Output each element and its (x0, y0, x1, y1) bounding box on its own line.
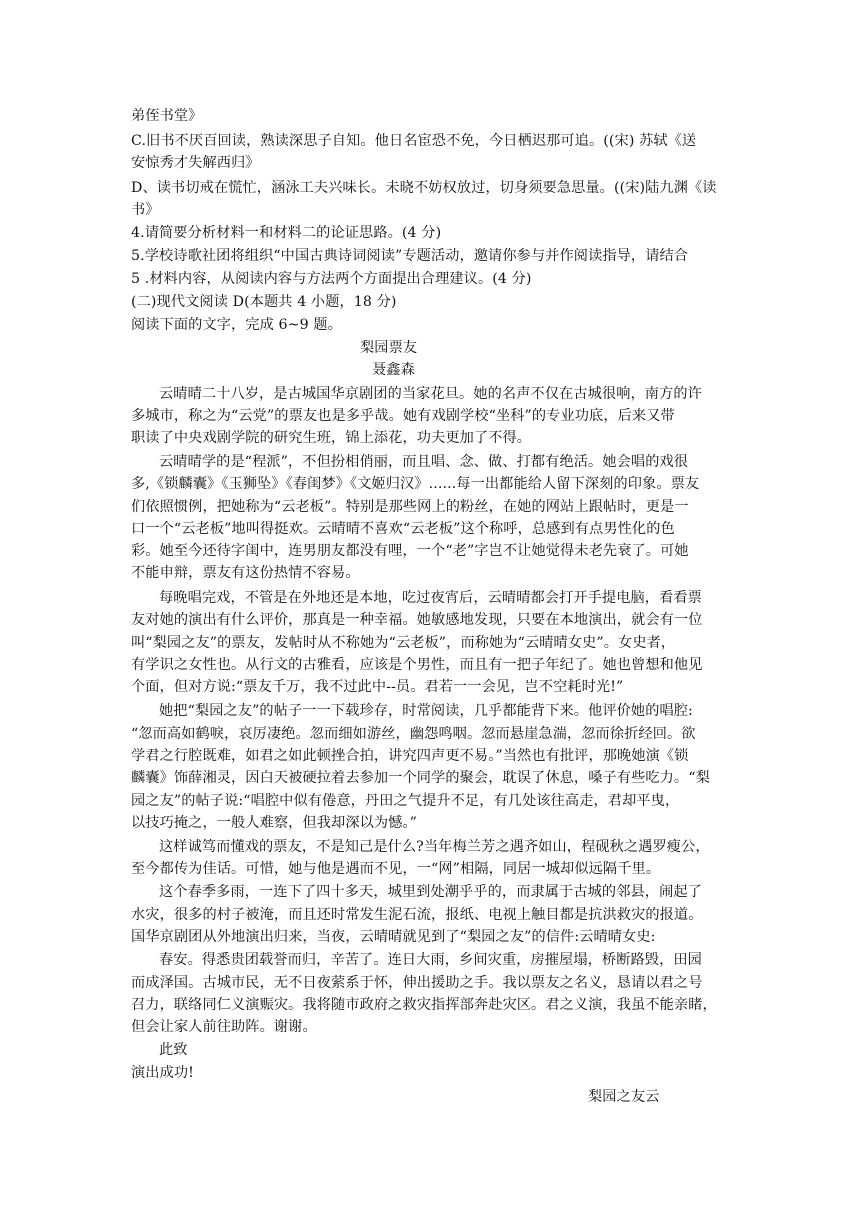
question-5: 5.学校诗歌社团将组织“中国古典诗词阅读”专题活动，邀请你参与并作阅读指导，请结合 (131, 248, 689, 264)
text-line: D、读书切戒在慌忙，涵泳工夫兴味长。未晓不妨权放过，切身须要急思量。((宋)陆九渊《读 (131, 180, 717, 196)
paragraph-line: 职读了中央戏剧学院的研究生班，锦上添花，功夫更加了不得。 (131, 430, 532, 446)
paragraph-line: 至今都传为佳话。可惜，她与他是遇而不见，一“网”相隔，同居一城却似远隔千里。 (131, 861, 661, 877)
paragraph-line: “忽而高如鹤唳，哀厉凄绝。忽而细如游丝，幽怨鸣咽。忽而悬崖急湍，忽而徐折经回。欲 (131, 726, 696, 742)
paragraph-line: 国华京剧团从外地演出归来，当夜，云晴晴就见到了“梨园之友”的信件:云晴晴女史: (131, 929, 656, 945)
instruction: 阅读下面的文字，完成 6~9 题。 (131, 317, 342, 333)
text-line: 弟侄书堂》 (131, 108, 203, 124)
letter-signature: 梨园之友云 (588, 1089, 660, 1105)
letter-closing: 演出成功! (131, 1065, 194, 1081)
paragraph-line: 每晚唱完戏，不管是在外地还是本地，吃过夜宵后，云晴晴都会打开手提电脑，看看票 (159, 590, 702, 606)
paragraph-line: 多城市，称之为“云党”的票友也是多乎哉。她有戏剧学校“坐科”的专业功底，后来又带 (131, 408, 675, 424)
paragraph-line: 叫“梨园之友”的票友，发帖时从不称她为“云老板”，而称她为“云晴晴女史”。女史者， (131, 635, 676, 651)
letter-line: 召力，联络同仁义演赈灾。我将随市政府之救灾指挥部奔赴灾区。君之义演，我虽不能亲睹， (131, 997, 717, 1013)
question-4: 4.请简要分析材料一和材料二的论证思路。(4 分) (131, 225, 442, 241)
paragraph-line: 麟囊》饰薛湘灵，因白天被硬拉着去参加一个同学的聚会，耽误了休息，嗓子有些吃力。“梨 (131, 770, 710, 786)
paragraph-line: 有学识之女性也。从行文的古雅看，应该是个男性，而且有一把子年纪了。她也曾想和他见 (131, 657, 703, 673)
paragraph-line: 不能申辩，票友有这份热情不容易。 (131, 565, 360, 581)
text-line: 5 .材料内容，从阅读内容与方法两个方面提出合理建议。(4 分) (131, 271, 532, 287)
paragraph-line: 友对她的演出有什么评价，那真是一种幸福。她敏感地发现，只要在本地演出，就会有一位 (131, 612, 703, 628)
paragraph-line: 个面，但对方说:“票友千万，我不过此中--员。君若一一会见，岂不空耗时光!” (131, 679, 624, 695)
paragraph-line: 这样诚笃而懂戏的票友，不是知己是什么?当年梅兰芳之遇齐如山，程砚秋之遇罗瘦公， (159, 839, 710, 855)
paragraph-line: 口一个“云老板”地叫得挺欢。云晴晴不喜欢“云老板”这个称呼，总感到有点男性化的色 (131, 521, 675, 537)
letter-line: 但会让家人前往助阵。谢谢。 (131, 1019, 317, 1035)
paragraph-line: 彩。她至今还待字闺中，连男朋友都没有哩，一个“老”字岂不让她觉得未老先衰了。可她 (131, 543, 689, 559)
article-author: 聂鑫森 (372, 362, 415, 378)
paragraph-line: 云晴晴学的是“程派”，不但扮相俏丽，而且唱、念、做、打都有绝活。她会唱的戏很 (159, 454, 689, 470)
paragraph-line: 她把“梨园之友”的帖子一一下载珍存，时常阅读，几乎都能背下来。他评价她的唱腔: (159, 703, 693, 719)
letter-closing: 此致 (159, 1042, 188, 1058)
letter-line: 而成泽国。古城市民，无不日夜萦系于怀，伸出援助之手。我以票友之名义，恳请以君之号 (131, 975, 703, 991)
paragraph-line: 这个春季多雨，一连下了四十多天，城里到处潮乎乎的，而隶属于古城的邻县，闹起了 (159, 884, 702, 900)
paragraph-line: 们依照惯例，把她称为“云老板”。特别是那些网上的粉丝，在她的网站上跟帖时，更是一 (131, 499, 689, 515)
text-line: C.旧书不厌百回读，熟读深思子自知。他日名宦恐不免，今日栖迟那可追。((宋) 苏轼《送 (131, 133, 697, 149)
paragraph-line: 学君之行腔既难，如君之如此顿挫合拍，讲究四声更不易。”当然也有批评，那晚她演《锁 (131, 748, 689, 764)
article-title: 梨园票友 (360, 340, 418, 356)
paragraph-line: 云晴晴二十八岁，是古城国华京剧团的当家花旦。她的名声不仅在古城很响，南方的许 (159, 386, 702, 402)
text-line: 书》 (131, 202, 160, 218)
text-line: 安惊秀才失解西归》 (131, 155, 260, 171)
paragraph-line: 水灾，很多的村子被淹，而且还时常发生泥石流，报纸、电视上触目都是抗洪救灾的报道。 (131, 907, 703, 923)
letter-line: 春安。得悉贵团载誉而归，辛苦了。连日大雨，乡间灾重，房摧屋塌，桥断路毁，田园 (159, 952, 702, 968)
paragraph-line: 以技巧掩之，一般人难察，但我却深以为憾。” (131, 815, 418, 831)
paragraph-line: 多,《锁麟囊》《玉狮坠》《春闺梦》《文姬归汉》......每一出都能给人留下深刻的印象。票友 (131, 476, 700, 492)
paragraph-line: 园之友”的帖子说:“唱腔中似有倦意，丹田之气提升不足，有几处该往高走，君却平曳， (131, 793, 680, 809)
section-heading: (二)现代文阅读 D(本题共 4 小题，18 分) (131, 294, 397, 310)
